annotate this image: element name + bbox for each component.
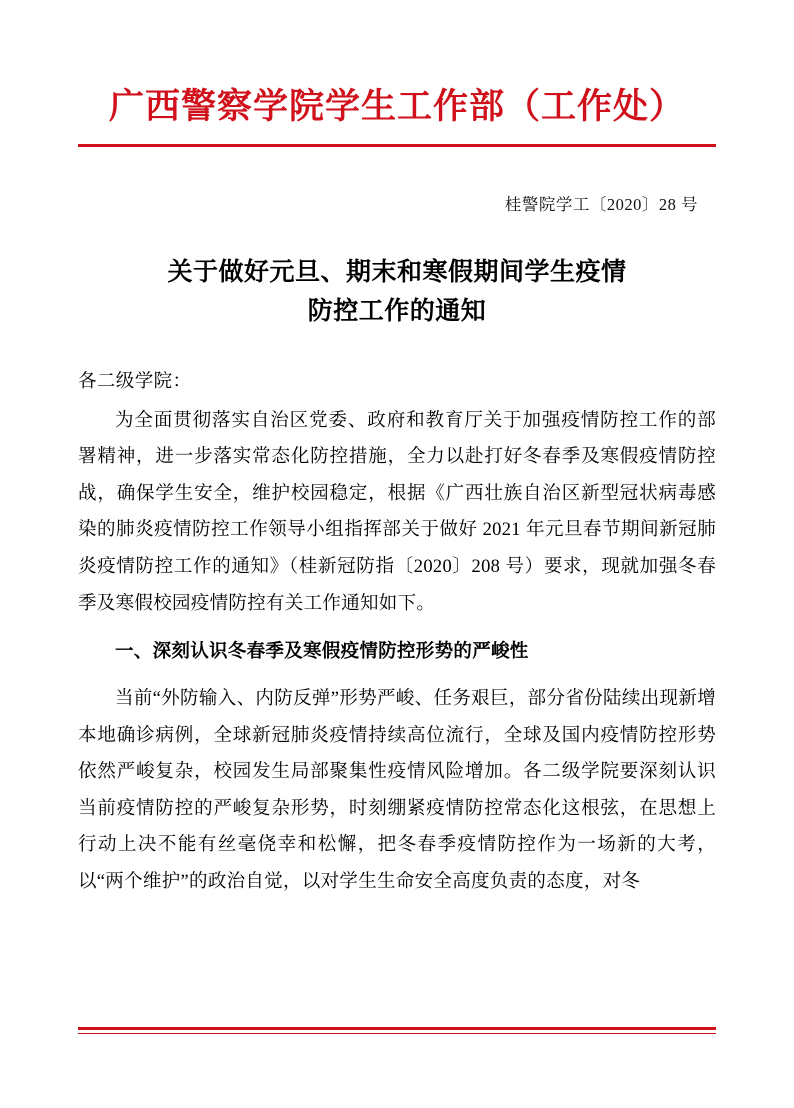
body-paragraph: 为全面贯彻落实自治区党委、政府和教育厅关于加强疫情防控工作的部署精神，进一步落实常态化防控措施，全力以赴打好冬春季及寒假疫情防控战，确保学生安全，维护校园稳定，根据《广西壮族自治区新型冠状病毒感染的肺炎疫情防控工作领导小组指挥部关于做好 2021 年元旦春节期间新冠肺炎疫情防控工作的通知》（桂新冠防指〔2020〕208 号）要求，现就加强冬春季及寒假校园疫情防控有关工作通知如下。 [78, 410, 716, 614]
document-title-line-2: 防控工作的通知 [307, 295, 487, 325]
header-divider-rule [78, 144, 716, 147]
footer-divider [78, 1027, 716, 1035]
footer-rule-thick [78, 1027, 716, 1030]
document-number: 桂警院学工〔2020〕28 号 [504, 195, 698, 214]
footer-rule-thin [78, 1033, 716, 1035]
salutation: 各二级学院： [78, 371, 192, 392]
document-header-title: 广西警察学院学生工作部（工作处） [108, 86, 685, 127]
document-title-line-1: 关于做好元旦、期末和寒假期间学生疫情 [167, 257, 627, 286]
section-body-paragraph: 当前“外防输入、内防反弹”形势严峻、任务艰巨，部分省份陆续出现新增本地确诊病例，全球新冠肺炎疫情持续高位流行，全球及国内疫情防控形势依然严峻复杂，校园发生局部聚集性疫情风险增加。各二级学院要深刻认识当前疫情防控的严峻复杂形势，时刻绷紧疫情防控常态化这根弦，在思想上行动上决不能有丝毫侥幸和松懈，把冬春季疫情防控作为一场新的大考，以“两个维护”的政治自觉，以对学生生命安全高度负责的态度，对冬 [78, 688, 716, 892]
document-content [78, 0, 716, 901]
section-heading: 一、深刻认识冬春季及寒假疫情防控形势的严峻性 [115, 641, 529, 663]
document-title [78, 253, 716, 331]
